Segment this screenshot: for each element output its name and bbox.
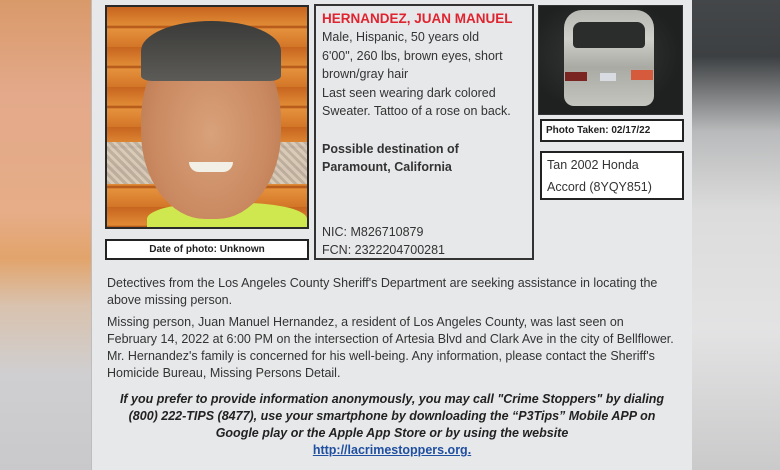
paragraph-missing-person: Missing person, Juan Manuel Hernandez, a resident of Los Angeles County, was last seen on February 14, 2022 at 6:00 PM on the intersection of Artesia Blvd and Clark Ave in the city of Bellflower. Mr. Hernandez's family is concerned for his well-being. Any information, please contact the Sheriff's Homicide Bureau, Missing Persons Detail. (107, 315, 674, 380)
photo-date-caption: Date of photo: Unknown (105, 239, 309, 260)
vehicle-taillight-right (631, 70, 653, 80)
crime-stoppers-link[interactable]: http://lacrimestoppers.org. (312, 443, 472, 457)
missing-person-photo (105, 5, 309, 229)
nic-number: NIC: M826710879 (322, 224, 424, 239)
blurred-background-right (691, 0, 780, 470)
vehicle-photo (538, 5, 683, 115)
case-description (107, 275, 677, 387)
person-physical: 6'00", 260 lbs, brown eyes, short brown/gray hair (322, 48, 503, 81)
vehicle-taillight-left (565, 72, 587, 81)
vehicle-line-2: Accord (8YQY851) (547, 180, 652, 194)
possible-destination: Possible destination of Paramount, California (322, 141, 459, 174)
vehicle-photo-caption: Photo Taken: 02/17/22 (540, 119, 684, 142)
fcn-number: FCN: 2322204700281 (322, 243, 446, 257)
person-clothing: Last seen wearing dark colored Sweater. Tattoo of a rose on back. (322, 85, 511, 118)
photo-smile (189, 162, 233, 172)
vehicle-info-box (540, 151, 684, 200)
photo-hair (141, 21, 281, 81)
appeal-text: If you prefer to provide information anonymously, you may call "Crime Stoppers" by dialing (800) 222-TIPS (8477), use your smartphone by downloading the “P3Tips” Mobile APP on Google play or the Apple App Store or by using the website (119, 392, 665, 440)
missing-person-poster (91, 0, 692, 470)
vehicle-window (573, 22, 645, 48)
vehicle-line-1: Tan 2002 Honda (547, 158, 639, 172)
paragraph-detectives: Detectives from the Los Angeles County Sheriff's Department are seeking assistance in locating the above missing person. (107, 276, 658, 307)
crime-stoppers-appeal (107, 391, 677, 459)
person-description: Male, Hispanic, 50 years old (322, 30, 480, 44)
blurred-background-left (0, 0, 92, 470)
person-info-box (314, 4, 534, 260)
person-name: HERNANDEZ, JUAN MANUEL (322, 11, 513, 26)
vehicle-plate (600, 73, 616, 81)
